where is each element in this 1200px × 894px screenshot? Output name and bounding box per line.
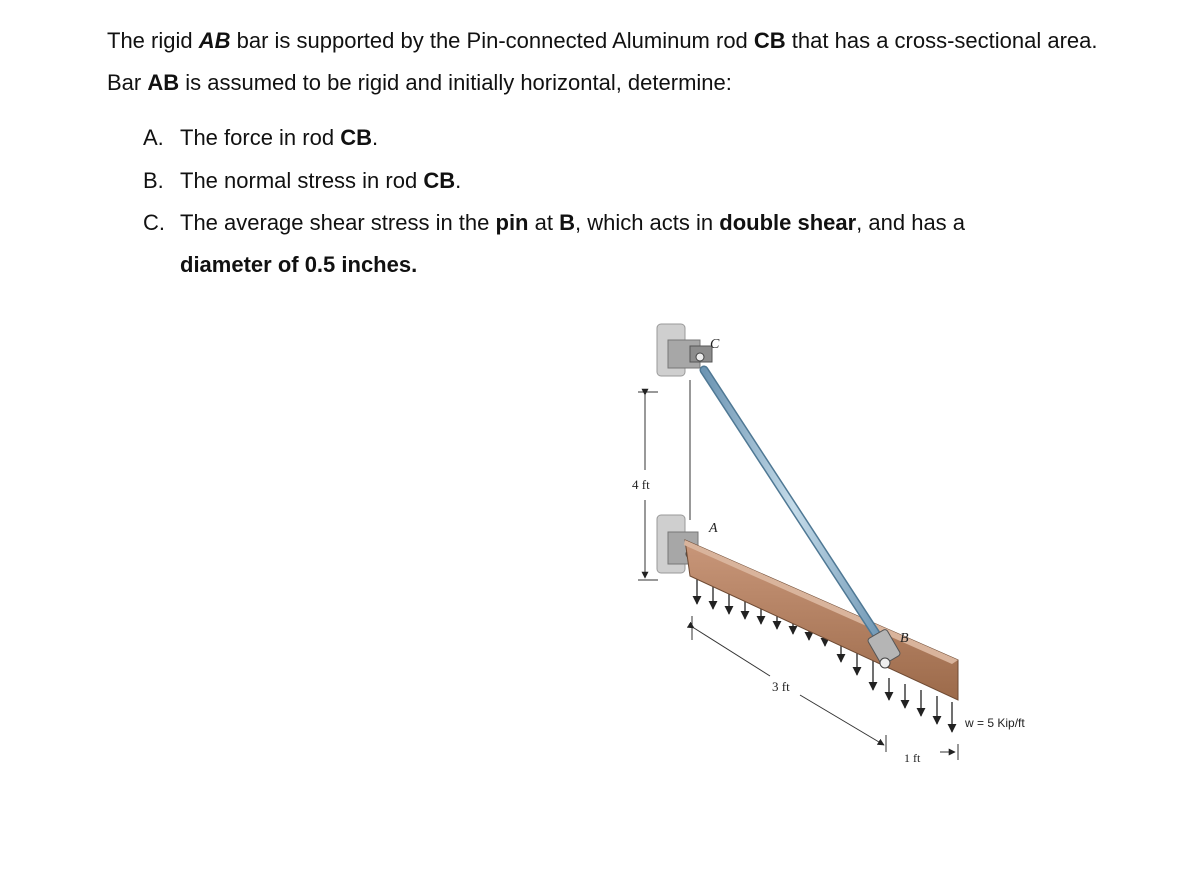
question-c-text-3: , which acts in [574, 210, 720, 235]
intro-bar-ab: AB [198, 28, 231, 53]
intro-text-4: is assumed to be rigid and initially horizontal, determine: [179, 70, 732, 95]
label-a: A [709, 521, 718, 536]
question-c-text-4: , and has a [856, 210, 966, 235]
intro-rod-cb: CB [753, 28, 786, 53]
question-c [143, 202, 1103, 286]
question-a-letter: A. [143, 125, 164, 150]
question-b-rod: CB [423, 168, 456, 193]
question-a-period: . [371, 125, 379, 150]
question-a-rod: CB [340, 125, 372, 150]
overhang-dimension [940, 744, 958, 760]
question-c-pin: pin [495, 210, 529, 235]
height-label: 4 ft [632, 477, 650, 492]
question-b-period: . [455, 168, 462, 193]
question-b-letter: B. [143, 168, 164, 193]
question-c-double-shear: double shear [719, 210, 857, 235]
question-c-text-2: at [528, 210, 560, 235]
intro-text-1: The rigid [107, 28, 199, 53]
question-a-text: The force in rod [180, 125, 341, 150]
question-c-point-b: B [559, 210, 575, 235]
question-b-text: The normal stress in rod [180, 168, 424, 193]
load-label: w = 5 Kip/ft [965, 716, 1025, 730]
question-c-letter: C. [143, 210, 165, 235]
intro-text-2: bar is supported by the Pin-connected Aluminum rod [230, 28, 754, 53]
length-label: 3 ft [772, 679, 790, 694]
intro-text-3: that has a cross-sectional area. Bar [107, 28, 1098, 95]
problem-statement [107, 20, 1117, 104]
question-a [143, 117, 1103, 159]
rigid-beam-ab [684, 540, 958, 700]
truss-figure [600, 300, 1100, 800]
question-c-text-1: The average shear stress in the [180, 210, 496, 235]
label-c: C [710, 337, 720, 352]
overhang-label: 1 ft [904, 751, 921, 765]
intro-bar-ab-2: AB [147, 70, 180, 95]
label-b: B [900, 631, 909, 646]
question-b [143, 160, 1103, 202]
question-c-diameter: diameter of 0.5 inches. [180, 252, 418, 277]
